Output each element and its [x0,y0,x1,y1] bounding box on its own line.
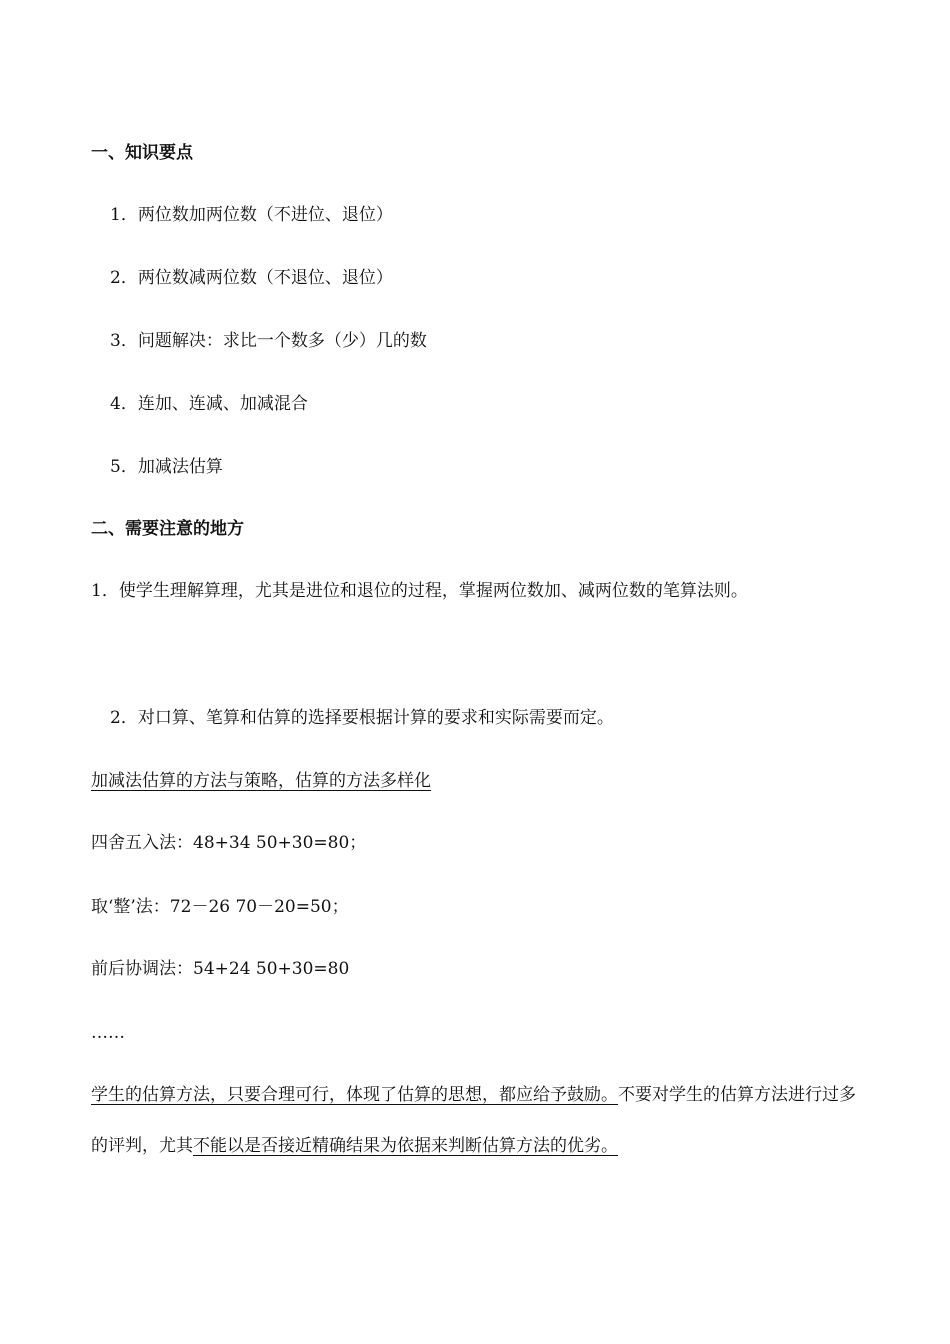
closing-caution: 不要对学生的估算方法进行过多的评判，尤其 [91,1085,856,1156]
closing-judgement: 不能以是否接近精确结果为依据来判断估算方法的优劣。 [193,1136,618,1156]
closing-paragraph [91,1070,871,1172]
ellipsis: …… [91,1023,125,1043]
closing-encouragement: 学生的估算方法，只要合理可行，体现了估算的思想，都应给予鼓励。 [91,1085,618,1105]
method-rounding: 四舍五入法：48+34 50+30=80； [91,833,367,853]
note-point-1: 1．使学生理解算理，尤其是进位和退位的过程，掌握两位数加、减两位数的笔算法则。 [91,581,748,601]
section-heading-notes: 二、需要注意的地方 [91,519,244,539]
knowledge-item-1: 1．两位数加两位数（不进位、退位） [110,205,393,225]
knowledge-item-2: 2．两位数减两位数（不退位、退位） [110,268,393,288]
note-point-2: 2．对口算、笔算和估算的选择要根据计算的要求和实际需要而定。 [110,708,614,728]
method-front-back: 前后协调法：54+24 50+30=80 [91,959,350,979]
knowledge-item-3: 3．问题解决：求比一个数多（少）几的数 [110,331,427,351]
knowledge-item-5: 5．加减法估算 [110,457,223,477]
method-whole-number: 取‘整’法：72－26 70－20=50； [91,897,349,917]
estimation-title: 加减法估算的方法与策略，估算的方法多样化 [91,771,431,791]
section-heading-knowledge-points: 一、知识要点 [91,143,193,163]
knowledge-item-4: 4．连加、连减、加减混合 [110,394,308,414]
